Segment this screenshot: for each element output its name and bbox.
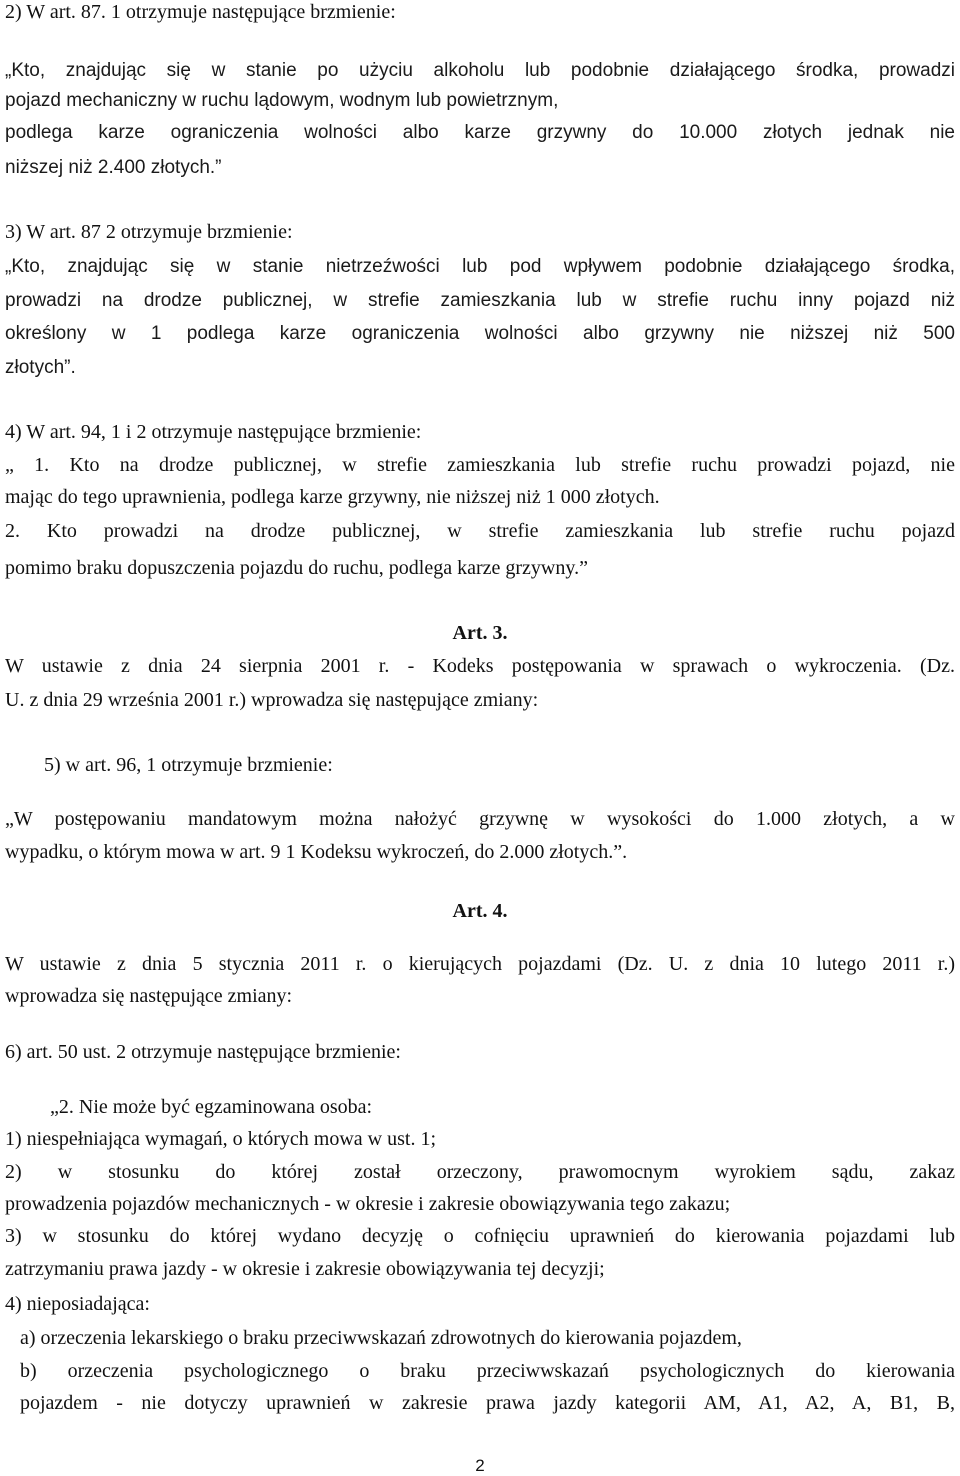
- text-line: prowadzenia pojazdów mechanicznych - w okresie i zakresie obowiązywania tego zakazu;: [5, 1193, 731, 1215]
- list-item: 3) w stosunku do której wydano decyzję o cofnięciu uprawnień do kierowania pojazdami lub: [5, 1225, 955, 1247]
- text-line: „2. Nie może być egzaminowana osoba:: [50, 1096, 373, 1118]
- quote-line: podlega karze ograniczenia wolności albo karze grzywny do 10.000 złotych jednak nie: [5, 122, 955, 143]
- item-2-heading: 2) W art. 87. 1 otrzymuje następujące brzmienie:: [5, 1, 396, 23]
- list-item: 4) nieposiadająca:: [5, 1293, 150, 1315]
- text-line: „W postępowaniu mandatowym można nałożyć grzywnę w wysokości do 1.000 złotych, a w: [5, 808, 955, 830]
- quote-line: „Kto, znajdując się w stanie nietrzeźwości lub pod wpływem podobnie działającego środka,: [5, 256, 955, 277]
- page-number: 2: [475, 1456, 485, 1475]
- text-line: pomimo braku dopuszczenia pojazdu do ruchu, podlega karze grzywny.”: [5, 557, 588, 579]
- list-item: 2) w stosunku do której został orzeczony, prawomocnym wyrokiem sądu, zakaz: [5, 1161, 955, 1183]
- text-line: pojazdem - nie dotyczy uprawnień w zakresie prawa jazdy kategorii AM, A1, A2, A, B1, B,: [20, 1392, 955, 1414]
- text-line: „ 1. Kto na drodze publicznej, w strefie zamieszkania lub strefie ruchu prowadzi pojazd, nie: [5, 454, 955, 476]
- article-4-heading: Art. 4.: [452, 900, 508, 922]
- text-line: mając do tego uprawnienia, podlega karze grzywny, nie niższej niż 1 000 złotych.: [5, 486, 660, 508]
- text-line: zatrzymaniu prawa jazdy - w okresie i zakresie obowiązywania tej decyzji;: [5, 1258, 605, 1280]
- text-line: W ustawie z dnia 24 sierpnia 2001 r. - Kodeks postępowania w sprawach o wykroczenia. (Dz.: [5, 655, 955, 677]
- text-line: 2. Kto prowadzi na drodze publicznej, w strefie zamieszkania lub strefie ruchu pojazd: [5, 520, 955, 542]
- item-4-heading: 4) W art. 94, 1 i 2 otrzymuje następujące brzmienie:: [5, 421, 422, 443]
- list-item: b) orzeczenia psychologicznego o braku przeciwwskazań psychologicznych do kierowania: [20, 1360, 955, 1382]
- quote-line: określony w 1 podlega karze ograniczenia wolności albo grzywny nie niższej niż 500: [5, 323, 955, 344]
- text-line: wprowadza się następujące zmiany:: [5, 985, 293, 1007]
- item-6-heading: 6) art. 50 ust. 2 otrzymuje następujące brzmienie:: [5, 1041, 401, 1063]
- quote-line: złotych”.: [5, 357, 76, 378]
- quote-line: pojazd mechaniczny w ruchu lądowym, wodnym lub powietrznym,: [5, 90, 559, 111]
- item-5-heading: 5) w art. 96, 1 otrzymuje brzmienie:: [44, 754, 333, 776]
- text-line: U. z dnia 29 września 2001 r.) wprowadza się następujące zmiany:: [5, 689, 539, 711]
- article-3-heading: Art. 3.: [452, 622, 508, 644]
- list-item: a) orzeczenia lekarskiego o braku przeciwwskazań zdrowotnych do kierowania pojazdem,: [20, 1327, 742, 1349]
- text-line: W ustawie z dnia 5 stycznia 2011 r. o kierujących pojazdami (Dz. U. z dnia 10 lutego 2011 r.): [5, 953, 955, 975]
- list-item: 1) niespełniająca wymagań, o których mowa w ust. 1;: [5, 1128, 436, 1150]
- item-3-heading: 3) W art. 87 2 otrzymuje brzmienie:: [5, 221, 293, 243]
- text-line: wypadku, o którym mowa w art. 9 1 Kodeksu wykroczeń, do 2.000 złotych.”.: [5, 841, 628, 863]
- quote-line: „Kto, znajdując się w stanie po użyciu alkoholu lub podobnie działającego środka, prowadzi: [5, 60, 955, 81]
- quote-line: prowadzi na drodze publicznej, w strefie zamieszkania lub w strefie ruchu inny pojazd niż: [5, 290, 955, 311]
- quote-line: niższej niż 2.400 złotych.”: [5, 157, 222, 178]
